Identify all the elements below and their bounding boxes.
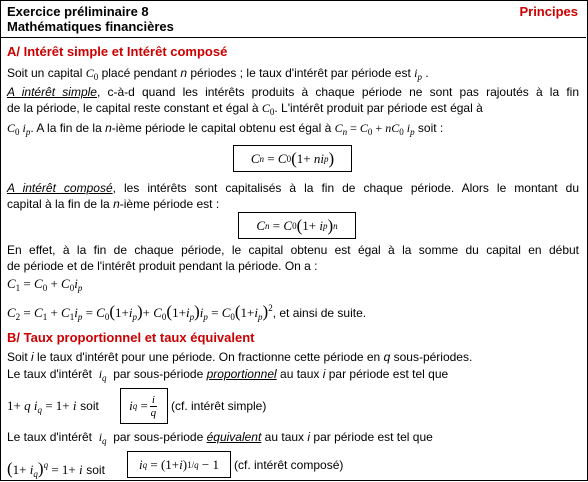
equation-c2: $C_2 = C_1 + C_1i_p = C_0(1+i_p)+ C_0(1+i_p)i_p = C_0(1+i_p)^2$, et ainsi de suite. [7,302,367,322]
principes-tag: Principes [519,4,578,19]
simple-text-3b: -ième période le capital obtenu est égal à [111,121,332,135]
cf-simple: (cf. intérêt simple) [171,399,267,413]
eq-equation: $(1+ i_q)^q = 1+ i$ soit [7,459,105,479]
b-line-1: Soit i le taux d'intérêt pour une période. On fractionne cette période en q sous-périodes. [7,350,473,364]
eq-text-d: par période est tel que [313,430,433,444]
exercise-subtitle: Mathématiques financières [7,19,174,34]
formula-simple-interest: C n = C 0 ( 1+ n i p ) [233,145,352,172]
eq-text-b: par sous-période [113,430,204,444]
b-line-eq: Le taux d'intérêt $i_q$ par sous-période équivalent au taux i par période est tel que [7,430,433,446]
simple-text-2a: de la période, le capital reste constant et égal à [7,101,259,115]
prop-term: proportionnel [206,367,277,381]
section-b-heading: B/ Taux proportionnel et taux équivalent [7,330,255,345]
compose-line-2: capital à la fin de la n-ième période est : [7,197,220,211]
simple-text-2b: . L'intérêt produit par période est égal à [274,101,483,115]
prop-text-b: par sous-période [113,367,204,381]
compose-line-1 [7,180,579,196]
cf-compose: (cf. intérêt composé) [234,458,344,472]
eq-soit: soit [86,463,105,477]
simple-text-1: , c-à-d quand les intérêts produits à chaque période ne sont pas rajoutés à la fin [96,85,580,99]
simple-line-3: $C_0$ $i_p$. A la fin de la n-ième période le capital obtenu est égal à $C_n = C_0 + nC_0$ $i_p$ soit : [7,121,444,137]
intro-text-c: périodes ; le taux d'intérêt par période est [190,66,411,80]
prop-text-a: Le taux d'intérêt [7,367,93,381]
compose-text-2b: -ième période est : [119,197,220,211]
prop-text-d: par période est tel que [328,367,449,381]
b-line-prop: Le taux d'intérêt $i_q$ par sous-période proportionnel au taux i par période est tel que [7,367,449,383]
header [0,0,586,38]
equation-c1: $C_1 = C_0 + C_0i_p$ [7,276,83,293]
effet-text-2: de période et de l'intérêt produit pendant la période. On a : [7,259,318,273]
b-text-1c: sous-périodes. [393,350,473,364]
eq-text-c: au taux [264,430,305,444]
effet-line-2 [7,258,579,274]
b-text-1a: Soit [7,350,28,364]
suite-text: , et ainsi de suite. [272,306,367,320]
simple-term: A intérêt simple [7,85,97,99]
simple-text-3a: . A la fin de la [30,121,102,135]
prop-equation: 1+ q $i_q = 1+ i$ soit [7,398,99,415]
intro-text-a: Soit un capital [7,66,83,80]
intro-line: Soit un capital $C_0$ placé pendant n périodes ; le taux d'intérêt par période est $i_p$ . [7,66,429,82]
effet-text-1: En effet, à la fin de chaque période, le capital obtenu est égal à la somme du capital en début [7,243,579,257]
eq-term: équivalent [206,430,262,444]
eq-text-a: Le taux d'intérêt [7,430,93,444]
effet-line-1 [7,242,579,258]
intro-text-b: placé pendant [101,66,177,80]
compose-term: A intérêt composé [7,181,113,195]
prop-text-c: au taux [280,367,320,381]
section-a-heading: A/ Intérêt simple et Intérêt composé [7,44,228,59]
compose-text-1: , les intérêts sont capitalisés à la fin de chaque période. Alors le montant du [112,181,579,195]
exercise-title: Exercice préliminaire 8 [7,4,149,19]
simple-line-1 [7,84,579,100]
simple-line-2: de la période, le capital reste constant et égal à $C_0$. L'intérêt produit par période est égal à [7,101,483,117]
prop-soit: soit [80,399,99,413]
b-text-1b: le taux d'intérêt pour une période. On fractionne cette période en [37,350,381,364]
formula-proportional-rate: i q = $\frac{i}{q}$ [120,388,168,424]
formula-compound-interest: C n = C 0 ( 1+ i p ) n [238,212,356,239]
simple-text-3c: soit : [417,121,444,135]
formula-equivalent-rate: i q = (1+ i ) 1/q − 1 [127,451,231,478]
compose-text-2a: capital à la fin de la [7,197,110,211]
